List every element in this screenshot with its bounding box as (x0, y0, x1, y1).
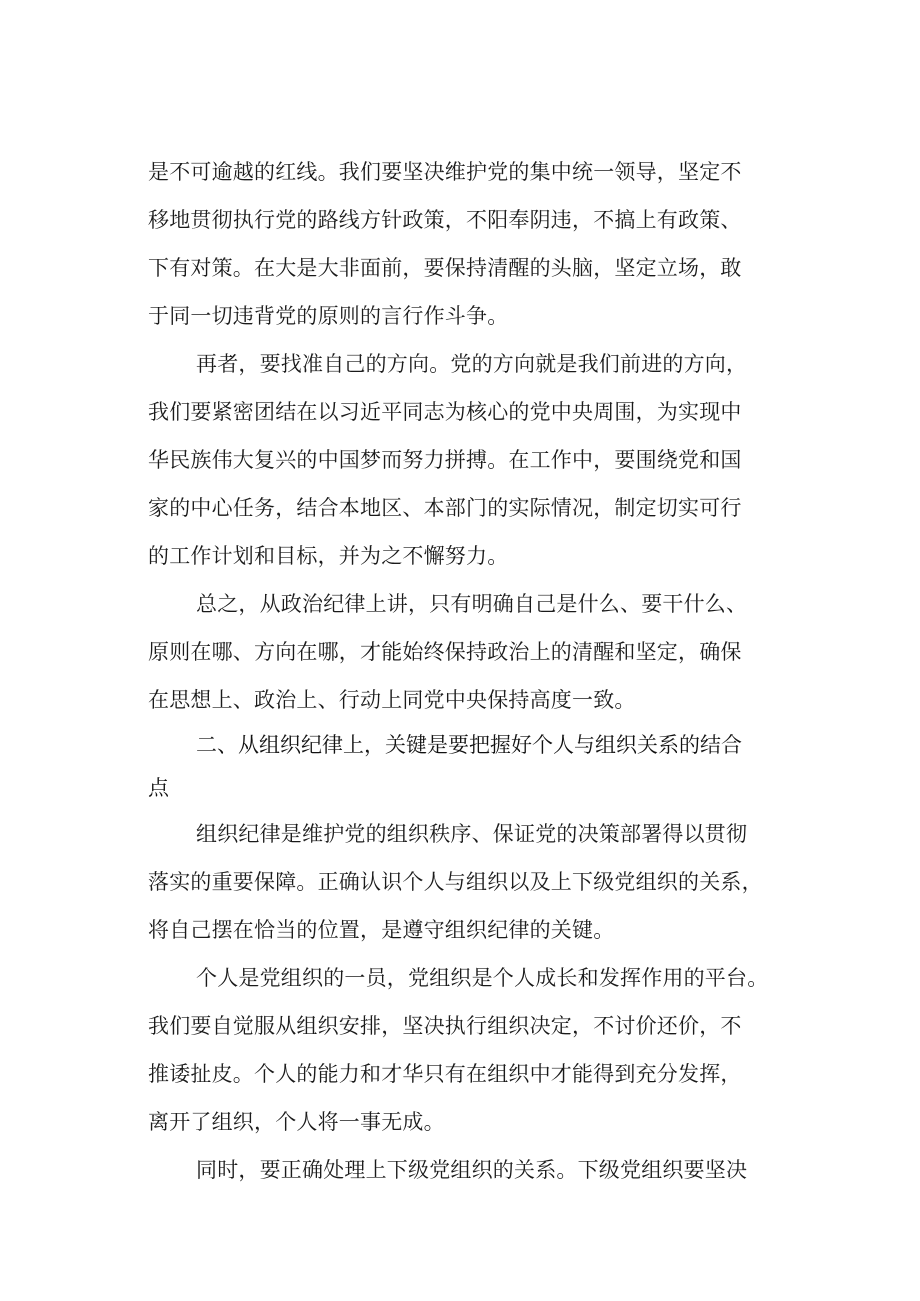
text-line: 同时，要正确处理上下级党组织的关系。下级党组织要坚决 (196, 1158, 748, 1182)
text-line: 是不可逾越的红线。我们要坚决维护党的集中统一领导，坚定不 (148, 160, 742, 184)
document-body (148, 148, 800, 1194)
text-line: 个人是党组织的一员，党组织是个人成长和发挥作用的平台。 (196, 966, 769, 990)
text-line: 总之，从政治纪律上讲，只有明确自己是什么、要干什么、 (196, 592, 748, 616)
text-line: 落实的重要保障。正确认识个人与组织以及上下级党组织的关系， (148, 870, 763, 894)
section-heading (148, 724, 800, 810)
heading-line: 点 (148, 776, 169, 800)
paragraph-direction (148, 340, 800, 580)
text-line: 我们要紧密团结在以习近平同志为核心的党中央周围，为实现中 (148, 400, 742, 424)
paragraph-hierarchy (148, 1146, 800, 1194)
paragraph-summary (148, 580, 800, 724)
text-line: 移地贯彻执行党的路线方针政策，不阳奉阴违，不搞上有政策、 (148, 208, 742, 232)
text-line: 于同一切违背党的原则的言行作斗争。 (148, 304, 509, 328)
paragraph-org-discipline (148, 810, 800, 954)
paragraph-continued (148, 148, 800, 340)
text-line: 再者，要找准自己的方向。党的方向就是我们前进的方向， (196, 352, 748, 376)
text-line: 将自己摆在恰当的位置，是遵守组织纪律的关键。 (148, 918, 615, 942)
text-line: 组织纪律是维护党的组织秩序、保证党的决策部署得以贯彻 (196, 822, 748, 846)
text-line: 在思想上、政治上、行动上同党中央保持高度一致。 (148, 688, 636, 712)
text-line: 的工作计划和目标，并为之不懈努力。 (148, 544, 509, 568)
text-line: 家的中心任务，结合本地区、本部门的实际情况，制定切实可行 (148, 496, 742, 520)
text-line: 原则在哪、方向在哪，才能始终保持政治上的清醒和坚定，确保 (148, 640, 742, 664)
text-line: 下有对策。在大是大非面前，要保持清醒的头脑，坚定立场，敢 (148, 256, 742, 280)
text-line: 离开了组织，个人将一事无成。 (148, 1110, 445, 1134)
text-line: 推诿扯皮。个人的能力和才华只有在组织中才能得到充分发挥， (148, 1062, 742, 1086)
heading-line: 二、从组织纪律上，关键是要把握好个人与组织关系的结合 (196, 733, 742, 757)
text-line: 我们要自觉服从组织安排，坚决执行组织决定，不讨价还价，不 (148, 1014, 742, 1038)
text-line: 华民族伟大复兴的中国梦而努力拼搏。在工作中，要围绕党和国 (148, 448, 742, 472)
paragraph-individual (148, 954, 800, 1146)
